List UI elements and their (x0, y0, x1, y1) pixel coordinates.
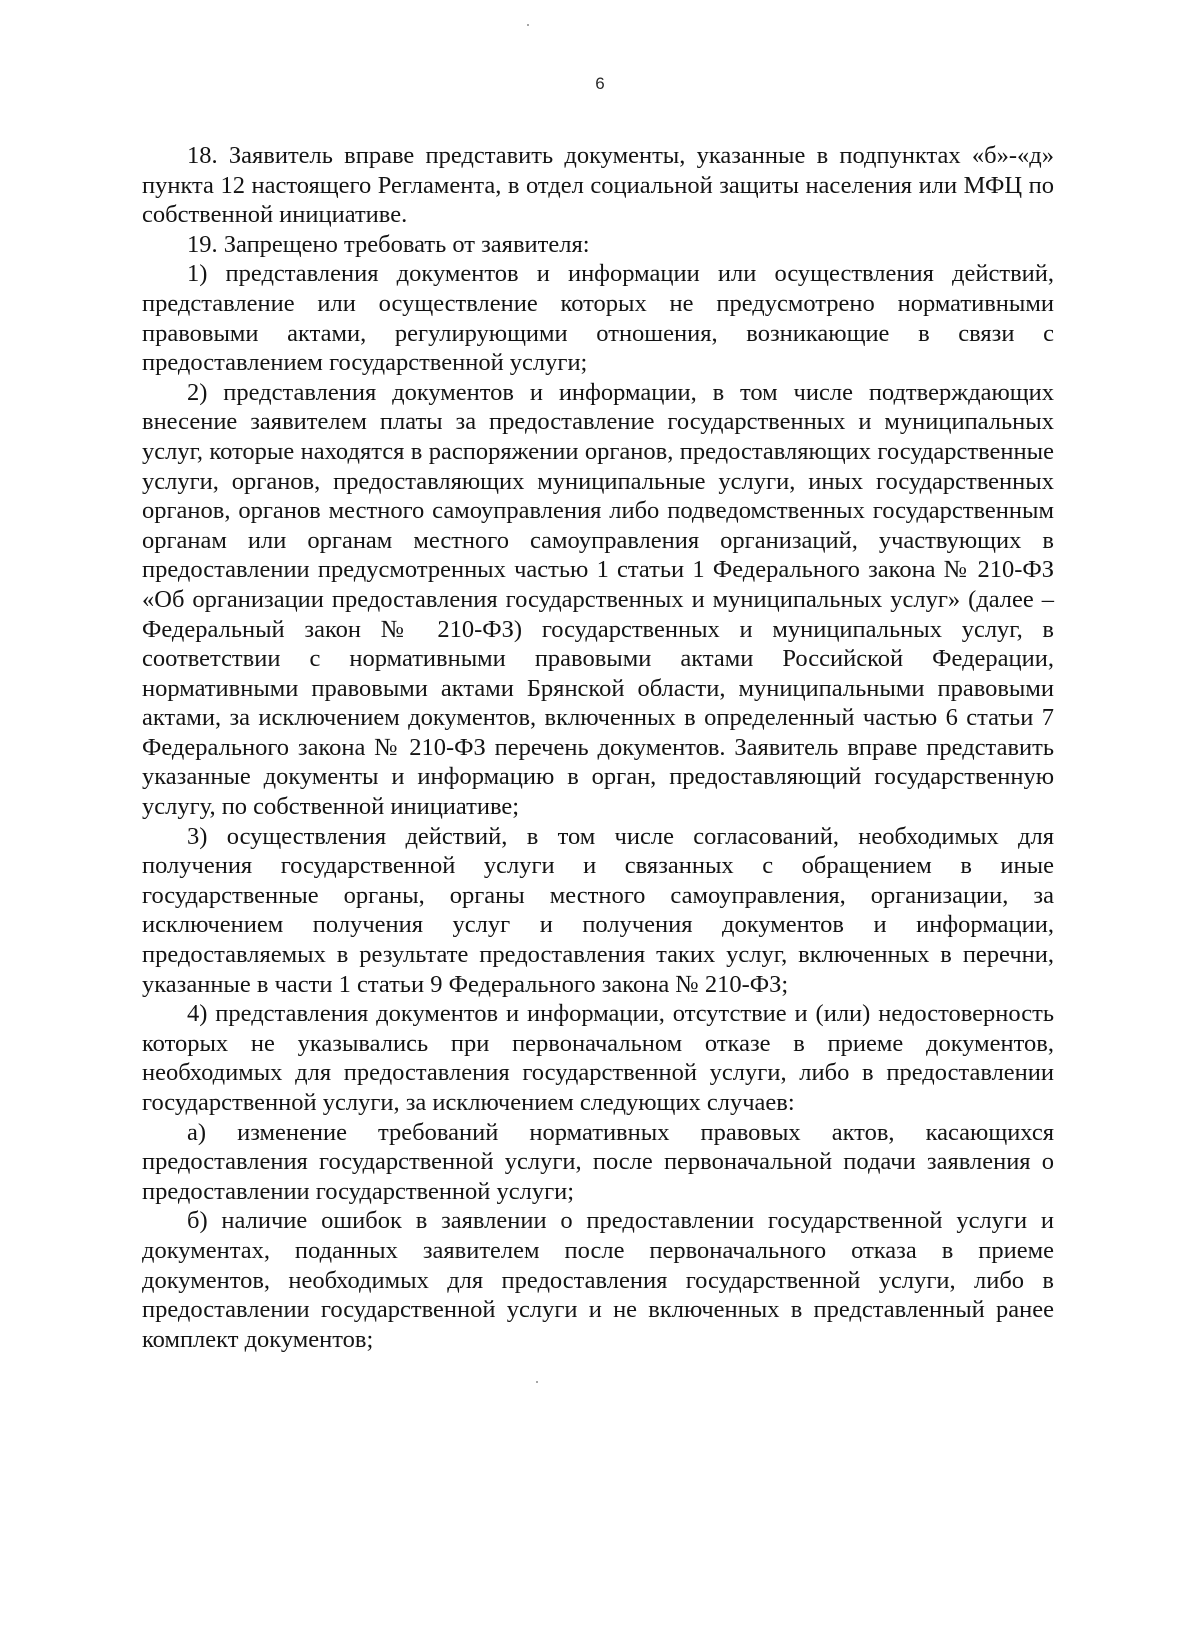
list-item-3: 3) осуществления действий, в том числе согласований, необходимых для получения государственной услуги и связанных с обращением в иные государственные органы, органы местного самоуправления, организации, за исключением получения услуг и получения документов и информации, предоставляемых в результате предоставления таких услуг, включенных в перечни, указанные в части 1 статьи 9 Федерального закона № 210-ФЗ; (142, 822, 1054, 998)
page-number: 6 (595, 74, 605, 93)
paragraph-18: 18. Заявитель вправе представить документы, указанные в подпунктах «б»-«д» пункта 12 настоящего Регламента, в отдел социальной защиты населения или МФЦ по собственной инициативе. (142, 142, 1054, 229)
list-item-1: 1) представления документов и информации или осуществления действий, представление или осуществление которых не предусмотрено нормативными правовыми актами, регулирующими отношения, возникающие в связи с предоставлением государственной услуги; (142, 260, 1054, 377)
document-body (142, 141, 1054, 1354)
sub-item-a: а) изменение требований нормативных правовых актов, касающихся предоставления государственной услуги, после первоначальной подачи заявления о предоставлении государственной услуги; (142, 1118, 1054, 1205)
list-item-4: 4) представления документов и информации, отсутствие и (или) недостоверность которых не указывались при первоначальном отказе в приеме документов, необходимых для предоставления государственной услуги, либо в предоставлении государственной услуги, за исключением следующих случаев: (142, 1000, 1054, 1116)
paragraph-19-heading: 19. Запрещено требовать от заявителя: (187, 230, 590, 258)
list-item-2: 2) представления документов и информации, в том числе подтверждающих внесение заявителем платы за предоставление государственных и муниципальных услуг, которые находятся в распоряжении органов, предоставляющих государственные услуги, органов, предоставляющих муниципальные услуги, иных государственных органов, органов местного самоуправления либо подведомственных государственным органам или органам местного самоуправления организаций, участвующих в предоставлении предусмотренных частью 1 статьи 1 Федерального закона № 210-ФЗ «Об организации предоставления государственных и муниципальных услуг» (далее – Федеральный закон № 210-ФЗ) государственных и муниципальных услуг, в соответствии с нормативными правовыми актами Российской Федерации, нормативными правовыми актами Брянской области, муниципальными правовыми актами, за исключением документов, включенных в определенный частью 6 статьи 7 Федерального закона № 210-ФЗ перечень документов. Заявитель вправе представить указанные документы и информацию в орган, предоставляющий государственную услугу, по собственной инициативе; (142, 378, 1054, 821)
sub-item-b: б) наличие ошибок в заявлении о предоставлении государственной услуги и документах, поданных заявителем после первоначального отказа в приеме документов, необходимых для предоставления государственной услуги, либо в предоставлении государственной услуги и не включенных в представленный ранее комплект документов; (142, 1207, 1054, 1353)
scan-speck (527, 24, 529, 26)
scan-speck (536, 1381, 538, 1383)
